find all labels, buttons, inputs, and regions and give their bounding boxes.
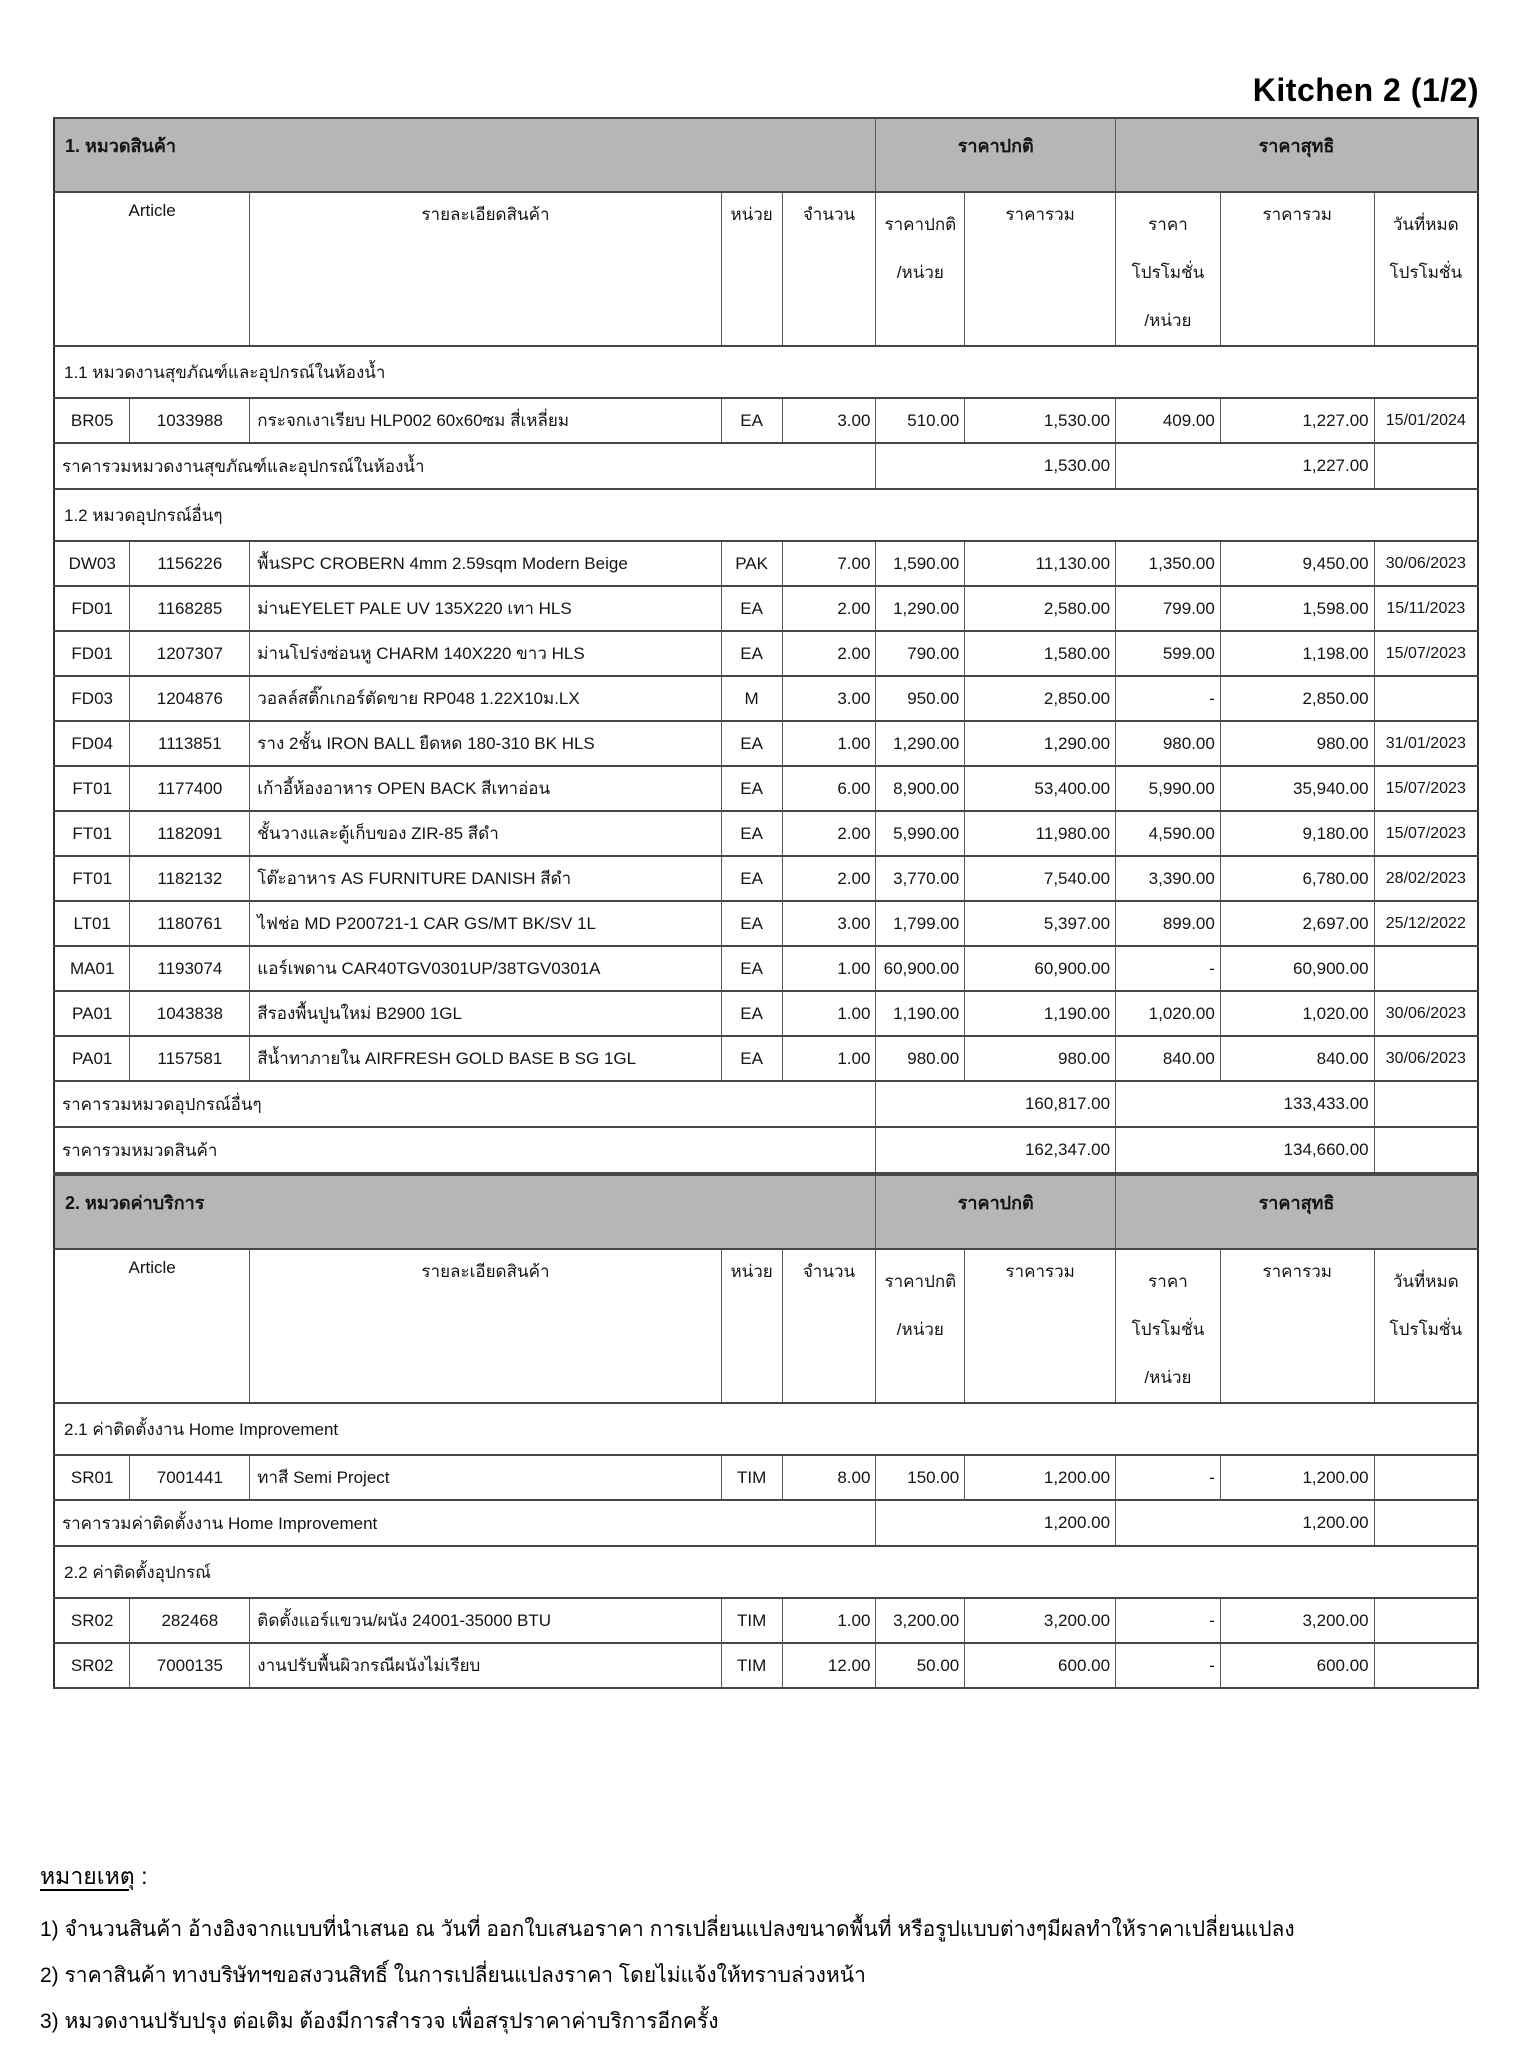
total-price-cell: 980.00	[965, 1036, 1116, 1081]
unit-price-cell: 3,770.00	[876, 856, 965, 901]
article-number-cell: 7000135	[130, 1643, 250, 1688]
description-column-header: รายละเอียดสินค้า	[250, 1249, 721, 1403]
total-price-cell: 2,580.00	[965, 586, 1116, 631]
description-cell: ชั้นวางและตู้เก็บของ ZIR-85 สีดำ	[250, 811, 721, 856]
column-header-row	[54, 1249, 1478, 1403]
article-code-cell: FT01	[54, 856, 130, 901]
subtotal-row	[54, 443, 1478, 489]
section-label: 1.1 หมวดงานสุขภัณฑ์และอุปกรณ์ในห้องน้ำ	[54, 346, 1478, 398]
total-price-cell: 2,850.00	[965, 676, 1116, 721]
promo-price-cell: -	[1116, 676, 1221, 721]
subtotal-normal-total: 160,817.00	[876, 1081, 1116, 1127]
item-row	[54, 398, 1478, 443]
section-header-row	[54, 1546, 1478, 1598]
article-number-cell: 282468	[130, 1598, 250, 1643]
item-row	[54, 1598, 1478, 1643]
promo-price-cell: 1,350.00	[1116, 541, 1221, 586]
promo-price-cell: 409.00	[1116, 398, 1221, 443]
unit-price-cell: 980.00	[876, 1036, 965, 1081]
subtotal-label: ราคารวมหมวดงานสุขภัณฑ์และอุปกรณ์ในห้องน้ำ	[54, 443, 876, 489]
promo-total-column-header: ราคารวม	[1220, 192, 1374, 346]
promo-expiry-cell: 30/06/2023	[1374, 541, 1478, 586]
subtotal-row	[54, 1127, 1478, 1173]
item-row	[54, 586, 1478, 631]
article-number-cell: 7001441	[130, 1455, 250, 1500]
group-net-price-label: ราคาสุทธิ	[1116, 1175, 1478, 1249]
unit-cell: EA	[721, 991, 782, 1036]
description-cell: งานปรับพื้นผิวกรณีผนังไม่เรียบ	[250, 1643, 721, 1688]
description-cell: ติดตั้งแอร์แขวน/ผนัง 24001-35000 BTU	[250, 1598, 721, 1643]
description-column-header: รายละเอียดสินค้า	[250, 192, 721, 346]
promo-total-cell: 1,198.00	[1220, 631, 1374, 676]
promo-total-cell: 6,780.00	[1220, 856, 1374, 901]
unit-cell: EA	[721, 946, 782, 991]
item-row	[54, 811, 1478, 856]
expiry-header-line: วันที่หมด	[1392, 1272, 1459, 1291]
group-header-row	[54, 1175, 1478, 1249]
subtotal-net-total: 134,660.00	[1116, 1127, 1375, 1173]
item-row	[54, 1455, 1478, 1500]
article-column-header: Article	[54, 192, 250, 346]
description-cell: กระจกเงาเรียบ HLP002 60x60ซม สี่เหลี่ยม	[250, 398, 721, 443]
promo-price-cell: 899.00	[1116, 901, 1221, 946]
promo-price-header-line: โปรโมชั่น	[1131, 263, 1205, 282]
promo-price-cell: -	[1116, 1643, 1221, 1688]
subtotal-label: ราคารวมค่าติดตั้งงาน Home Improvement	[54, 1500, 876, 1546]
total-column-header: ราคารวม	[965, 1249, 1116, 1403]
unit-cell: EA	[721, 811, 782, 856]
promo-price-cell: 599.00	[1116, 631, 1221, 676]
description-cell: สีรองพื้นปูนใหม่ B2900 1GL	[250, 991, 721, 1036]
column-header-row	[54, 192, 1478, 346]
promo-price-cell: 4,590.00	[1116, 811, 1221, 856]
article-code-cell: FD01	[54, 631, 130, 676]
article-code-cell: LT01	[54, 901, 130, 946]
qty-cell: 1.00	[782, 991, 876, 1036]
unit-price-cell: 50.00	[876, 1643, 965, 1688]
notes-heading-colon: :	[134, 1863, 148, 1889]
total-price-cell: 5,397.00	[965, 901, 1116, 946]
section-header-row	[54, 346, 1478, 398]
article-number-cell: 1033988	[130, 398, 250, 443]
promo-total-cell: 2,850.00	[1220, 676, 1374, 721]
unit-cell: EA	[721, 1036, 782, 1081]
article-number-cell: 1177400	[130, 766, 250, 811]
qty-cell: 1.00	[782, 1036, 876, 1081]
subtotal-normal-total: 1,200.00	[876, 1500, 1116, 1546]
promo-price-header-line: ราคา	[1148, 1272, 1188, 1291]
group-title: 2. หมวดค่าบริการ	[54, 1175, 876, 1249]
qty-cell: 12.00	[782, 1643, 876, 1688]
description-cell: ทาสี Semi Project	[250, 1455, 721, 1500]
description-cell: โต๊ะอาหาร AS FURNITURE DANISH สีดำ	[250, 856, 721, 901]
subtotal-normal-total: 1,530.00	[876, 443, 1116, 489]
unit-price-cell: 8,900.00	[876, 766, 965, 811]
promo-total-column-header: ราคารวม	[1220, 1249, 1374, 1403]
notes-heading-text: หมายเหตุ	[40, 1863, 135, 1889]
subtotal-normal-total: 162,347.00	[876, 1127, 1116, 1173]
description-cell: พื้นSPC CROBERN 4mm 2.59sqm Modern Beige	[250, 541, 721, 586]
pricing-tables	[53, 117, 1479, 1689]
promo-price-cell: 5,990.00	[1116, 766, 1221, 811]
item-row	[54, 901, 1478, 946]
promo-total-cell: 9,450.00	[1220, 541, 1374, 586]
promo-expiry-cell: 30/06/2023	[1374, 1036, 1478, 1081]
article-code-cell: FT01	[54, 766, 130, 811]
unit-price-column-header	[876, 1249, 965, 1403]
promo-expiry-cell: 15/07/2023	[1374, 631, 1478, 676]
promo-expiry-cell: 15/07/2023	[1374, 811, 1478, 856]
promo-price-header-line: /หน่วย	[1144, 311, 1192, 330]
promo-total-cell: 600.00	[1220, 1643, 1374, 1688]
unit-cell: PAK	[721, 541, 782, 586]
group-net-price-label: ราคาสุทธิ	[1116, 118, 1478, 192]
article-number-cell: 1204876	[130, 676, 250, 721]
total-price-cell: 11,130.00	[965, 541, 1116, 586]
subtotal-net-total: 1,200.00	[1116, 1500, 1375, 1546]
expiry-column-header	[1374, 1249, 1478, 1403]
unit-price-cell: 150.00	[876, 1455, 965, 1500]
article-number-cell: 1113851	[130, 721, 250, 766]
promo-expiry-cell: 30/06/2023	[1374, 991, 1478, 1036]
article-number-cell: 1156226	[130, 541, 250, 586]
unit-price-cell: 1,190.00	[876, 991, 965, 1036]
promo-price-column-header	[1116, 192, 1221, 346]
description-cell: แอร์เพดาน CAR40TGV0301UP/38TGV0301A	[250, 946, 721, 991]
notes-section	[40, 1859, 1479, 2045]
total-price-cell: 1,580.00	[965, 631, 1116, 676]
unit-price-cell: 510.00	[876, 398, 965, 443]
total-price-cell: 1,190.00	[965, 991, 1116, 1036]
unit-cell: EA	[721, 631, 782, 676]
promo-price-cell: 799.00	[1116, 586, 1221, 631]
qty-cell: 2.00	[782, 811, 876, 856]
article-number-cell: 1180761	[130, 901, 250, 946]
unit-column-header: หน่วย	[721, 1249, 782, 1403]
description-cell: สีน้ำทาภายใน AIRFRESH GOLD BASE B SG 1GL	[250, 1036, 721, 1081]
promo-price-cell: -	[1116, 1598, 1221, 1643]
note-item: 3) หมวดงานปรับปรุง ต่อเติม ต้องมีการสำรวจ เพื่อสรุปราคาค่าบริการอีกครั้ง	[40, 2010, 719, 2033]
item-row	[54, 946, 1478, 991]
item-row	[54, 541, 1478, 586]
group-normal-price-label: ราคาปกติ	[876, 1175, 1116, 1249]
article-column-header: Article	[54, 1249, 250, 1403]
pricing-table-1	[53, 117, 1479, 1174]
total-price-cell: 1,200.00	[965, 1455, 1116, 1500]
article-number-cell: 1043838	[130, 991, 250, 1036]
promo-total-cell: 1,227.00	[1220, 398, 1374, 443]
article-code-cell: DW03	[54, 541, 130, 586]
article-number-cell: 1182091	[130, 811, 250, 856]
total-price-cell: 60,900.00	[965, 946, 1116, 991]
promo-total-cell: 1,598.00	[1220, 586, 1374, 631]
unit-column-header: หน่วย	[721, 192, 782, 346]
item-row	[54, 991, 1478, 1036]
item-row	[54, 1643, 1478, 1688]
article-number-cell: 1207307	[130, 631, 250, 676]
promo-total-cell: 35,940.00	[1220, 766, 1374, 811]
unit-cell: EA	[721, 901, 782, 946]
subtotal-row	[54, 1500, 1478, 1546]
qty-cell: 2.00	[782, 586, 876, 631]
note-item: 1) จำนวนสินค้า อ้างอิงจากแบบที่นำเสนอ ณ วันที่ ออกใบเสนอราคา การเปลี่ยนแปลงขนาดพื้นที่ หรือรูปแบบต่างๆมีผลทำให้ราคาเปลี่ยนแปลง	[40, 1918, 1295, 1941]
item-row	[54, 766, 1478, 811]
promo-expiry-cell	[1374, 1598, 1478, 1643]
notes-heading	[40, 1859, 1479, 1895]
qty-cell: 6.00	[782, 766, 876, 811]
qty-cell: 1.00	[782, 721, 876, 766]
promo-price-cell: 1,020.00	[1116, 991, 1221, 1036]
item-row	[54, 856, 1478, 901]
article-code-cell: BR05	[54, 398, 130, 443]
article-code-cell: MA01	[54, 946, 130, 991]
article-code-cell: SR02	[54, 1643, 130, 1688]
unit-price-header-line: /หน่วย	[896, 263, 944, 282]
promo-expiry-cell	[1374, 676, 1478, 721]
section-header-row	[54, 1403, 1478, 1455]
unit-price-cell: 1,290.00	[876, 721, 965, 766]
promo-expiry-cell: 15/11/2023	[1374, 586, 1478, 631]
article-code-cell: SR01	[54, 1455, 130, 1500]
qty-column-header: จำนวน	[782, 192, 876, 346]
qty-cell: 2.00	[782, 631, 876, 676]
pricing-table-2	[53, 1174, 1479, 1689]
promo-price-cell: -	[1116, 946, 1221, 991]
article-number-cell: 1182132	[130, 856, 250, 901]
subtotal-expiry-cell	[1374, 1081, 1478, 1127]
promo-expiry-cell: 25/12/2022	[1374, 901, 1478, 946]
description-cell: วอลล์สติ๊กเกอร์ตัดขาย RP048 1.22X10ม.LX	[250, 676, 721, 721]
item-row	[54, 1036, 1478, 1081]
promo-price-column-header	[1116, 1249, 1221, 1403]
promo-total-cell: 980.00	[1220, 721, 1374, 766]
total-price-cell: 7,540.00	[965, 856, 1116, 901]
description-cell: ม่านEYELET PALE UV 135X220 เทา HLS	[250, 586, 721, 631]
unit-cell: EA	[721, 856, 782, 901]
promo-total-cell: 1,200.00	[1220, 1455, 1374, 1500]
group-header-row	[54, 118, 1478, 192]
promo-price-cell: 840.00	[1116, 1036, 1221, 1081]
unit-price-cell: 5,990.00	[876, 811, 965, 856]
qty-cell: 7.00	[782, 541, 876, 586]
total-column-header: ราคารวม	[965, 192, 1116, 346]
promo-expiry-cell	[1374, 1643, 1478, 1688]
total-price-cell: 1,290.00	[965, 721, 1116, 766]
description-cell: เก้าอี้ห้องอาหาร OPEN BACK สีเทาอ่อน	[250, 766, 721, 811]
expiry-header-line: โปรโมชั่น	[1389, 263, 1463, 282]
promo-total-cell: 3,200.00	[1220, 1598, 1374, 1643]
unit-cell: EA	[721, 398, 782, 443]
article-number-cell: 1157581	[130, 1036, 250, 1081]
promo-total-cell: 2,697.00	[1220, 901, 1374, 946]
subtotal-net-total: 133,433.00	[1116, 1081, 1375, 1127]
section-label: 2.1 ค่าติดตั้งงาน Home Improvement	[54, 1403, 1478, 1455]
subtotal-label: ราคารวมหมวดอุปกรณ์อื่นๆ	[54, 1081, 876, 1127]
unit-price-cell: 790.00	[876, 631, 965, 676]
promo-price-cell: 980.00	[1116, 721, 1221, 766]
subtotal-expiry-cell	[1374, 443, 1478, 489]
unit-cell: TIM	[721, 1643, 782, 1688]
unit-price-header-line: ราคาปกติ	[884, 215, 957, 234]
article-code-cell: PA01	[54, 1036, 130, 1081]
unit-price-header-line: ราคาปกติ	[884, 1272, 957, 1291]
article-number-cell: 1168285	[130, 586, 250, 631]
unit-price-cell: 1,590.00	[876, 541, 965, 586]
unit-price-cell: 1,290.00	[876, 586, 965, 631]
article-code-cell: SR02	[54, 1598, 130, 1643]
subtotal-label: ราคารวมหมวดสินค้า	[54, 1127, 876, 1173]
total-price-cell: 3,200.00	[965, 1598, 1116, 1643]
description-cell: ไฟช่อ MD P200721-1 CAR GS/MT BK/SV 1L	[250, 901, 721, 946]
promo-price-cell: 3,390.00	[1116, 856, 1221, 901]
unit-price-cell: 1,799.00	[876, 901, 965, 946]
section-label: 1.2 หมวดอุปกรณ์อื่นๆ	[54, 489, 1478, 541]
article-code-cell: FD01	[54, 586, 130, 631]
section-label: 2.2 ค่าติดตั้งอุปกรณ์	[54, 1546, 1478, 1598]
unit-price-cell: 950.00	[876, 676, 965, 721]
qty-cell: 1.00	[782, 946, 876, 991]
qty-cell: 1.00	[782, 1598, 876, 1643]
unit-price-header-line: /หน่วย	[896, 1320, 944, 1339]
qty-column-header: จำนวน	[782, 1249, 876, 1403]
unit-cell: EA	[721, 586, 782, 631]
description-cell: ราง 2ชั้น IRON BALL ยืดหด 180-310 BK HLS	[250, 721, 721, 766]
qty-cell: 2.00	[782, 856, 876, 901]
unit-price-cell: 60,900.00	[876, 946, 965, 991]
unit-cell: M	[721, 676, 782, 721]
promo-expiry-cell	[1374, 946, 1478, 991]
page-title: Kitchen 2 (1/2)	[1252, 72, 1479, 108]
expiry-header-line: โปรโมชั่น	[1389, 1320, 1463, 1339]
unit-price-cell: 3,200.00	[876, 1598, 965, 1643]
expiry-header-line: วันที่หมด	[1392, 215, 1459, 234]
promo-price-header-line: /หน่วย	[1144, 1368, 1192, 1387]
total-price-cell: 600.00	[965, 1643, 1116, 1688]
promo-price-cell: -	[1116, 1455, 1221, 1500]
promo-price-header-line: โปรโมชั่น	[1131, 1320, 1205, 1339]
promo-total-cell: 60,900.00	[1220, 946, 1374, 991]
expiry-column-header	[1374, 192, 1478, 346]
group-normal-price-label: ราคาปกติ	[876, 118, 1116, 192]
qty-cell: 3.00	[782, 676, 876, 721]
unit-cell: EA	[721, 766, 782, 811]
description-cell: ม่านโปร่งซ่อนหู CHARM 140X220 ขาว HLS	[250, 631, 721, 676]
total-price-cell: 11,980.00	[965, 811, 1116, 856]
article-code-cell: FD04	[54, 721, 130, 766]
promo-total-cell: 1,020.00	[1220, 991, 1374, 1036]
article-code-cell: FD03	[54, 676, 130, 721]
total-price-cell: 1,530.00	[965, 398, 1116, 443]
article-code-cell: PA01	[54, 991, 130, 1036]
promo-expiry-cell: 28/02/2023	[1374, 856, 1478, 901]
document-sheet	[40, 0, 1479, 2045]
qty-cell: 3.00	[782, 901, 876, 946]
item-row	[54, 631, 1478, 676]
promo-price-header-line: ราคา	[1148, 215, 1188, 234]
unit-price-column-header	[876, 192, 965, 346]
notes-list	[40, 1907, 1479, 2045]
promo-expiry-cell	[1374, 1455, 1478, 1500]
group-title: 1. หมวดสินค้า	[54, 118, 876, 192]
unit-cell: TIM	[721, 1598, 782, 1643]
note-item: 2) ราคาสินค้า ทางบริษัทฯขอสงวนสิทธิ์ ในการเปลี่ยนแปลงราคา โดยไม่แจ้งให้ทราบล่วงหน้า	[40, 1964, 866, 1987]
promo-expiry-cell: 31/01/2023	[1374, 721, 1478, 766]
item-row	[54, 721, 1478, 766]
section-header-row	[54, 489, 1478, 541]
article-code-cell: FT01	[54, 811, 130, 856]
subtotal-expiry-cell	[1374, 1500, 1478, 1546]
qty-cell: 3.00	[782, 398, 876, 443]
promo-total-cell: 840.00	[1220, 1036, 1374, 1081]
unit-cell: EA	[721, 721, 782, 766]
promo-total-cell: 9,180.00	[1220, 811, 1374, 856]
unit-cell: TIM	[721, 1455, 782, 1500]
subtotal-row	[54, 1081, 1478, 1127]
subtotal-expiry-cell	[1374, 1127, 1478, 1173]
subtotal-net-total: 1,227.00	[1116, 443, 1375, 489]
qty-cell: 8.00	[782, 1455, 876, 1500]
article-number-cell: 1193074	[130, 946, 250, 991]
item-row	[54, 676, 1478, 721]
promo-expiry-cell: 15/07/2023	[1374, 766, 1478, 811]
promo-expiry-cell: 15/01/2024	[1374, 398, 1478, 443]
total-price-cell: 53,400.00	[965, 766, 1116, 811]
